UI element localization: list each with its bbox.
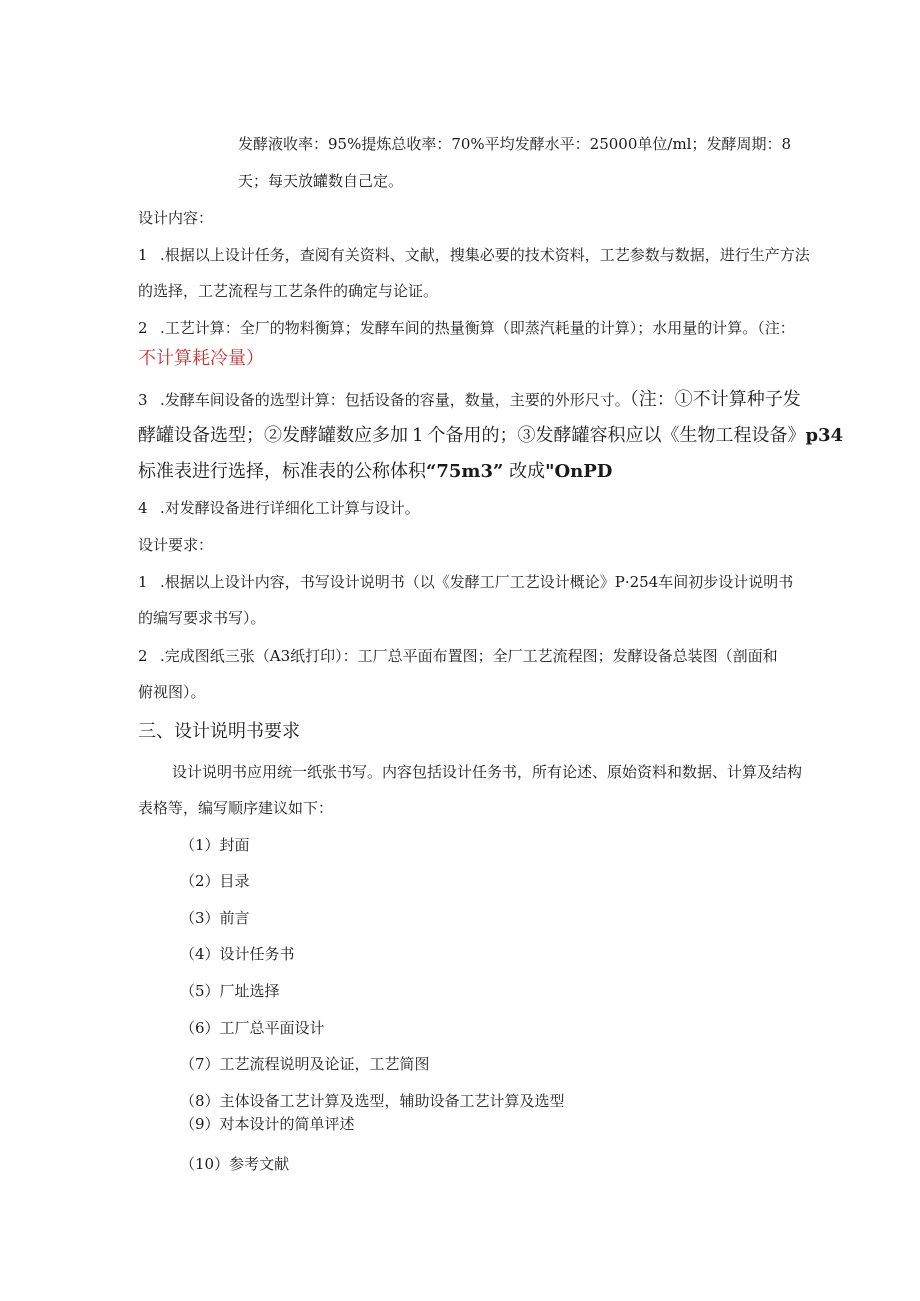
toc-item: （6）工厂总平面设计: [180, 1019, 325, 1037]
section-3-paragraph-line-2: 表格等，编写顺序建议如下：: [138, 799, 334, 817]
design-content-item-4: [138, 498, 420, 518]
item-text: .工艺计算：全厂的物料衡算；发酵车间的热量衡算（即蒸汽耗量的计算）；水用量的计算。（注：: [160, 319, 795, 337]
design-content-item-3-line-2: [138, 424, 843, 448]
item-text: 个备用的；③发酵罐容积应以《生物工程设备》: [427, 425, 806, 446]
item-text: 1: [412, 425, 424, 446]
design-content-item-2-note: [138, 349, 264, 369]
design-requirements-item-1-cont: 的编写要求书写）。: [138, 609, 266, 627]
design-content-item-3-line-3: [138, 460, 612, 484]
item-text: .根据以上设计任务，查阅有关资料、文献，搜集必要的技术资料，工艺参数与数据，进行生产方法: [160, 246, 810, 264]
toc-item: （4）设计任务书: [180, 945, 295, 963]
item-number: 2: [138, 647, 148, 665]
design-content-item-2: [138, 318, 795, 338]
toc-item: （9）对本设计的简单评述: [180, 1115, 355, 1133]
volume-new: "OnPD: [545, 461, 613, 482]
section-3-heading: 三、设计说明书要求: [138, 721, 300, 742]
design-requirements-item-2-cont: 俯视图）。: [138, 683, 206, 701]
item-text: .完成图纸三张（A3纸打印）：工厂总平面布置图；全厂工艺流程图；发酵设备总装图（剖面和: [160, 647, 778, 665]
design-content-item-1: [138, 245, 810, 265]
item-note: （注：①不计算种子发: [629, 389, 801, 410]
item-text: .对发酵设备进行详细化工计算与设计。: [160, 499, 420, 517]
item-text: 酵罐设备选型；②发酵罐数应多加: [138, 425, 408, 446]
toc-item: （1）封面: [180, 836, 250, 854]
design-requirements-title: 设计要求：: [138, 536, 214, 554]
design-content-item-3: [138, 388, 801, 412]
item-number: 1: [138, 573, 148, 591]
task-params-line-1: 发酵液收率：95%提炼总收率：70%平均发酵水平：25000单位/ml；发酵周期：8: [238, 135, 792, 153]
item-text: 改成: [509, 461, 546, 482]
item-text: .发酵车间设备的选型计算：包括设备的容量，数量，主要的外形尺寸。: [160, 391, 630, 409]
design-content-item-1-cont: 的选择，工艺流程与工艺条件的确定与论证。: [138, 282, 439, 300]
design-requirements-item-2: [138, 646, 778, 666]
item-text: 标准表进行选择，标准表的公称体积: [138, 461, 426, 482]
toc-item: （5）厂址选择: [180, 982, 280, 1000]
toc-item: （7）工艺流程说明及论证，工艺简图: [180, 1055, 430, 1073]
design-requirements-item-1: [138, 572, 793, 592]
item-number: 1: [138, 246, 148, 264]
toc-item: （10）参考文献: [180, 1155, 290, 1173]
page-ref: p34: [805, 425, 844, 446]
toc-item: （8）主体设备工艺计算及选型，辅助设备工艺计算及选型: [180, 1092, 565, 1110]
item-number: 4: [138, 499, 148, 517]
item-text: .根据以上设计内容，书写设计说明书（以《发酵工厂工艺设计概论》P·254车间初步设计说明书: [160, 573, 794, 591]
design-content-title: 设计内容：: [138, 209, 214, 227]
task-params-line-2: 天；每天放罐数自己定。: [238, 172, 404, 190]
volume-old: “75m3”: [426, 461, 504, 482]
item-number: 3: [138, 391, 148, 409]
red-note: 不计算耗冷量）: [138, 348, 264, 369]
toc-item: （3）前言: [180, 909, 250, 927]
toc-item: （2）目录: [180, 872, 250, 890]
item-number: 2: [138, 319, 148, 337]
section-3-paragraph-line-1: 设计说明书应用统一纸张书写。内容包括设计任务书，所有论述、原始资料和数据、计算及结构: [172, 763, 803, 781]
